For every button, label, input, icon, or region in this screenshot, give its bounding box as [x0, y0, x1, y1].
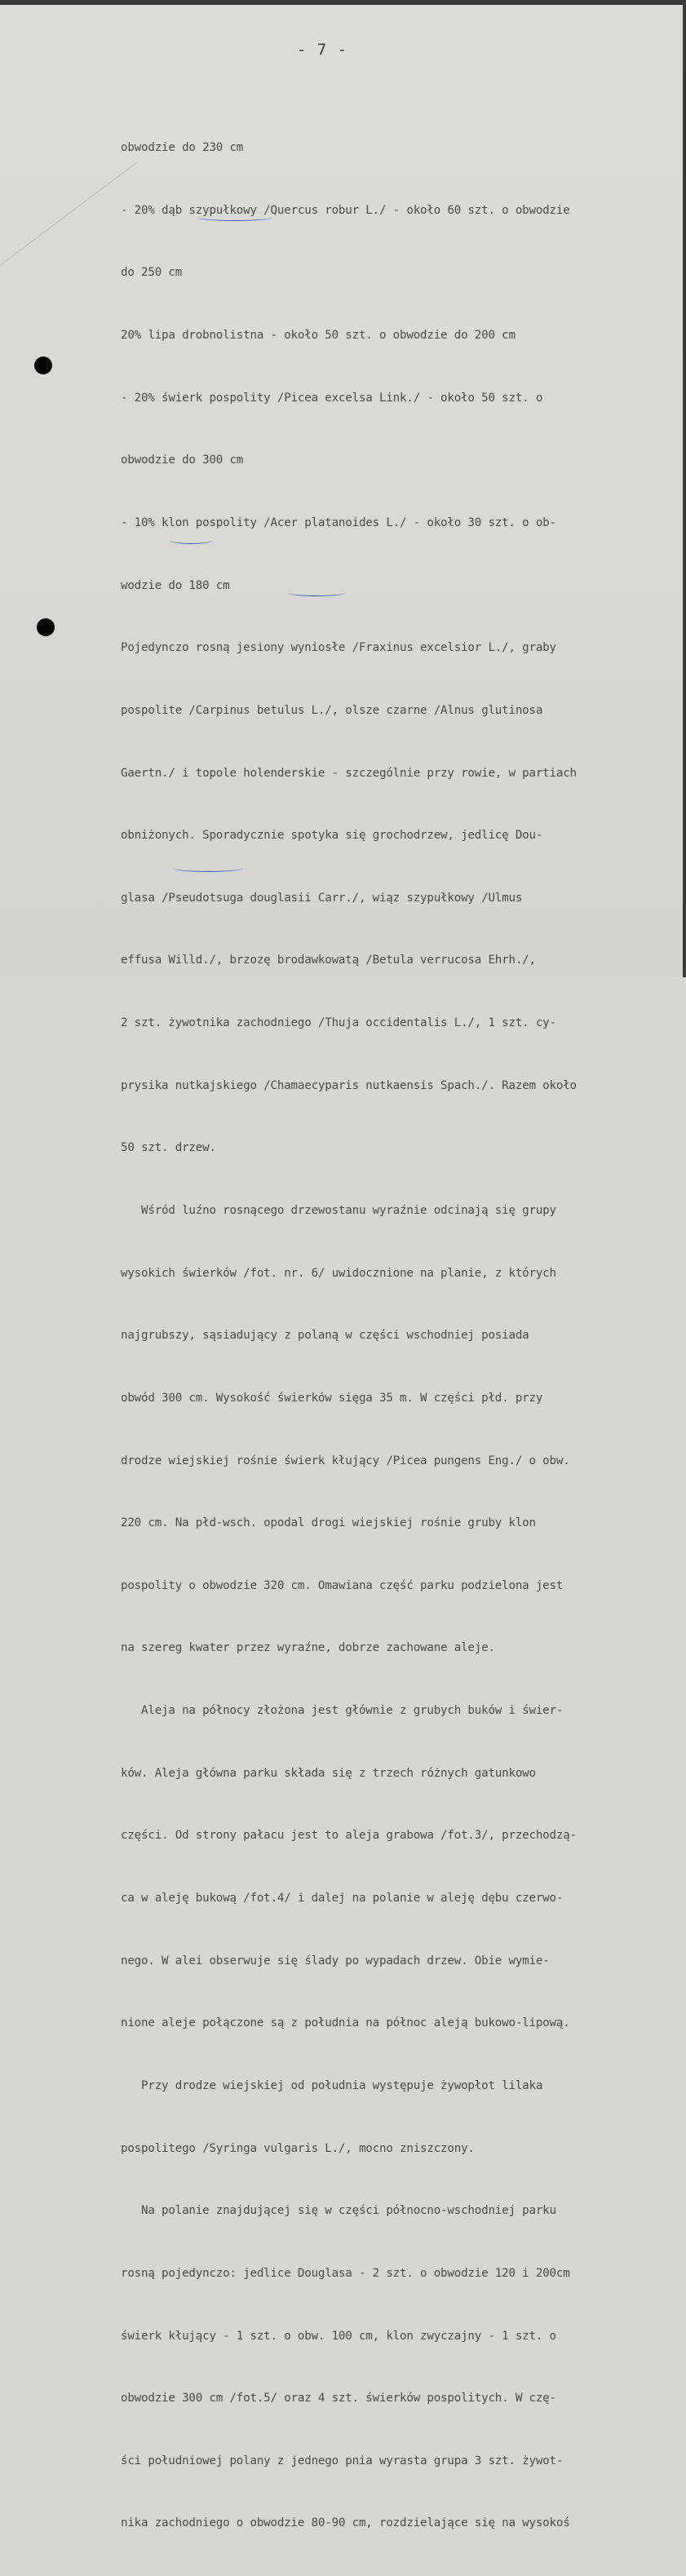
- text-line: obwodzie 300 cm /fot.5/ oraz 4 szt. świerków pospolitych. W czę-: [121, 2392, 556, 2406]
- text-line: glasa /Pseudotsuga douglasii Carr./, wiąz szypułkowy /Ulmus: [121, 891, 523, 905]
- text-line: - 10% klon pospolity /Acer platanoides L./ - około 30 szt. o ob-: [121, 516, 556, 529]
- text-line: obwód 300 cm. Wysokość świerków sięga 35 m. W części płd. przy: [121, 1391, 543, 1405]
- text-line: świerk kłujący - 1 szt. o obw. 100 cm, klon zwyczajny - 1 szt. o: [121, 2329, 556, 2343]
- text-line: na szereg kwater przez wyraźne, dobrze zachowane aleje.: [121, 1641, 495, 1655]
- text-line: Wśród luźno rosnącego drzewostanu wyraźnie odcinają się grupy: [121, 1203, 556, 1217]
- text-line: obwodzie do 230 cm: [121, 141, 244, 155]
- text-line: najgrubszy, sąsiadujący z polaną w części wschodniej posiada: [121, 1329, 529, 1343]
- text-line: ków. Aleja główna parku składa się z trzech różnych gatunkowo: [121, 1766, 536, 1780]
- text-line: wodzie do 180 cm: [121, 578, 230, 592]
- text-line: części. Od strony pałacu jest to aleja grabowa /fot.3/, przechodzą-: [121, 1829, 577, 1843]
- body-text: [121, 96, 684, 2576]
- text-line: pospolite /Carpinus betulus L./, olsze czarne /Alnus glutinosa: [121, 703, 543, 717]
- text-line: Aleja na północy złożona jest głównie z grubych buków i świer-: [121, 1704, 564, 1718]
- text-line: 2 szt. żywotnika zachodniego /Thuja occidentalis L./, 1 szt. cy-: [121, 1016, 556, 1030]
- text-line: Pojedynczo rosną jesiony wyniosłe /Fraxinus excelsior L./, graby: [121, 641, 556, 655]
- pen-underline-mark: [287, 589, 346, 596]
- text-line: ści południowej polany z jednego pnia wyrasta grupa 3 szt. żywot-: [121, 2454, 564, 2468]
- text-line: obniżonych. Sporadycznie spotyka się grochodrzew, jedlicę Dou-: [121, 829, 543, 843]
- text-line: Na polanie znajdującej się w części północno-wschodniej parku: [121, 2204, 556, 2218]
- text-line: drodze wiejskiej rośnie świerk kłujący /Picea pungens Eng./ o obw.: [121, 1454, 570, 1467]
- punch-hole-lower: [37, 618, 55, 636]
- text-line: - 20% dąb szypułkowy /Quercus robur L./ - około 60 szt. o obwodzie: [121, 203, 570, 217]
- pen-underline-mark: [170, 537, 212, 544]
- text-line: obwodzie do 300 cm: [121, 454, 244, 467]
- text-line: nika zachodniego o obwodzie 80-90 cm, rozdzielające się na wysokoś: [121, 2516, 570, 2530]
- text-line: 20% lipa drobnolistna - około 50 szt. o obwodzie do 200 cm: [121, 329, 516, 343]
- punch-hole-upper: [34, 356, 52, 374]
- text-line: effusa Willd./, brzozę brodawkowatą /Betula verrucosa Ehrh./,: [121, 954, 536, 967]
- text-line: rosną pojedynczo: jedlice Douglasa - 2 szt. o obwodzie 120 i 200cm: [121, 2266, 570, 2280]
- text-line: Gaertn./ i topole holenderskie - szczególnie przy rowie, w partiach: [121, 766, 577, 780]
- text-line: Przy drodze wiejskiej od południa występuje żywopłot lilaka: [121, 2078, 543, 2092]
- text-line: - 20% świerk pospolity /Picea excelsa Link./ - około 50 szt. o: [121, 391, 543, 405]
- text-line: pospolity o obwodzie 320 cm. Omawiana część parku podzielona jest: [121, 1578, 564, 1592]
- text-line: do 250 cm: [121, 266, 183, 280]
- text-line: prysika nutkajskiego /Chamaecyparis nutkaensis Spach./. Razem około: [121, 1078, 577, 1092]
- text-line: 220 cm. Na płd-wsch. opodal drogi wiejskiej rośnie gruby klon: [121, 1516, 536, 1530]
- text-line: ca w aleję bukową /fot.4/ i dalej na polanie w aleję dębu czerwo-: [121, 1892, 564, 1905]
- paper-fold-line: [0, 162, 137, 290]
- scan-edge-top: [0, 0, 686, 5]
- text-line: nego. W alei obserwuje się ślady po wypadach drzew. Obie wymie-: [121, 1954, 550, 1967]
- page-number: - 7 -: [296, 41, 348, 59]
- pen-underline-mark: [197, 214, 272, 221]
- pen-underline-mark: [173, 865, 243, 872]
- text-line: pospolitego /Syringa vulgaris L./, mocno zniszczony.: [121, 2141, 475, 2155]
- text-line: 50 szt. drzew.: [121, 1141, 216, 1155]
- text-line: nione aleje połączone są z południa na północ aleją bukowo-lipową.: [121, 2016, 570, 2030]
- text-line: wysokich świerków /fot. nr. 6/ uwidocznione na planie, z których: [121, 1266, 556, 1280]
